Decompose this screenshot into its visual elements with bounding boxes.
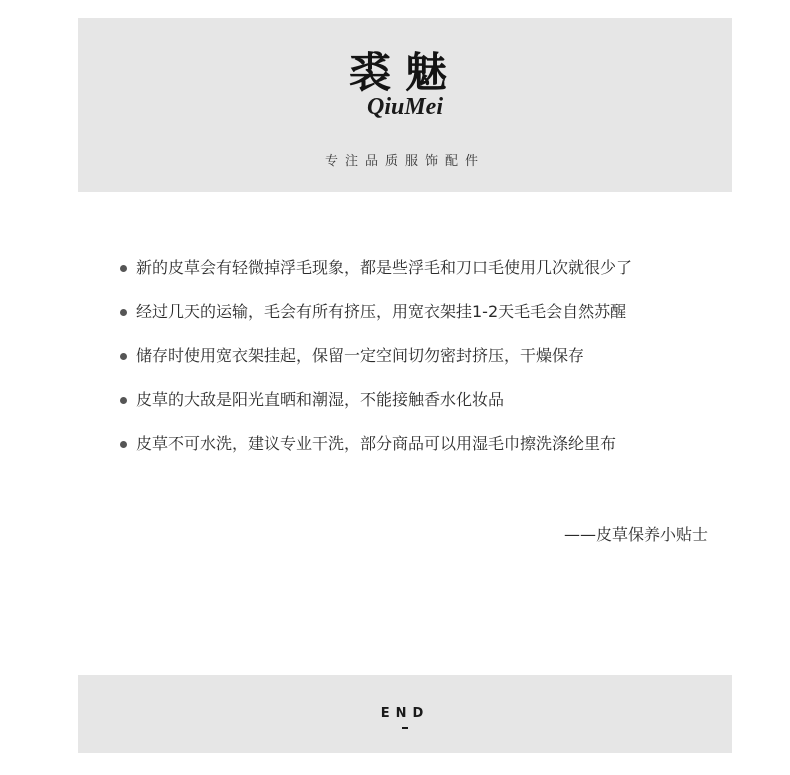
- brand-logo-english: QiuMei: [366, 94, 443, 120]
- care-tip-item: [118, 248, 738, 292]
- bullet-icon: [120, 397, 127, 404]
- brand-header: [78, 18, 732, 192]
- bullet-icon: [120, 353, 127, 360]
- end-dash-divider: [402, 727, 408, 729]
- care-tip-item: [118, 336, 738, 380]
- brand-tagline: 专注品质服饰配件: [324, 154, 485, 169]
- care-tip-item: [118, 424, 738, 468]
- care-tip-text: 经过几天的运输，毛会有所有挤压，用宽衣架挂1-2天毛毛会自然苏醒: [136, 302, 627, 321]
- care-tip-text: 储存时使用宽衣架挂起，保留一定空间切勿密封挤压，干燥保存: [136, 346, 585, 365]
- bullet-icon: [120, 309, 127, 316]
- care-tip-item: [118, 380, 738, 424]
- brand-logo-chinese: 裘魅: [348, 48, 461, 97]
- bullet-icon: [120, 441, 127, 448]
- end-label: END: [380, 706, 430, 721]
- care-tip-text: 皮草的大敌是阳光直晒和潮湿，不能接触香水化妆品: [136, 390, 505, 409]
- care-tip-text: 新的皮草会有轻微掉浮毛现象，都是些浮毛和刀口毛使用几次就很少了: [136, 258, 633, 277]
- care-tips-list: [118, 248, 738, 468]
- tips-signature: ——皮草保养小贴士: [563, 525, 708, 544]
- end-footer: [78, 675, 732, 753]
- care-tip-text: 皮草不可水洗，建议专业干洗，部分商品可以用湿毛巾擦洗涤纶里布: [136, 434, 617, 453]
- care-tip-item: [118, 292, 738, 336]
- bullet-icon: [120, 265, 127, 272]
